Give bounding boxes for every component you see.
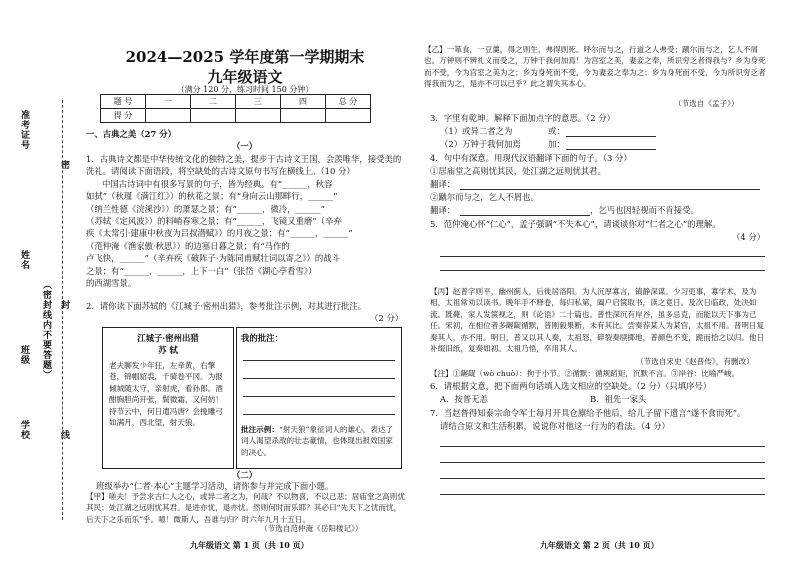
q1-line: （纳兰性德《浣溪沙》）的萧瑟之景；有“______，微冷，______” [86,203,325,214]
annotation-note: 【注】①龌龊（wò chuò）：拘于小节。②循默：循规蹈矩，沉默不言。③岸谷：比喻严峻。 [430,369,740,378]
answer-line[interactable] [243,396,395,397]
q1-line: 的西湖雪景。 [86,278,137,289]
poem-title: 江城子·密州出猎 [137,333,199,343]
q3-item-2-key: 加： [548,139,565,149]
answer-line[interactable] [566,149,656,150]
answer-line[interactable] [440,270,765,271]
activity-intro: 班级举办“仁者·本心”主题学习活动，请你参与并完成下面小题。 [96,481,334,491]
q1-stem [86,153,408,289]
q2-stem: 2．请你读下面苏轼的《江城子·密州出猎》，参考批注示例，对其进行批注。 [86,301,367,311]
exam-info: （满分 120 分，练习时间 150 分钟） [176,85,314,94]
name-label: 姓名 [19,250,29,270]
answer-line[interactable] [440,478,765,479]
exam-subject: 九年级语文 [207,68,283,86]
q1-line: 如拭”（秋瑾《满江红》）的秋花之景；有“身向云山那畔行，______” [86,191,338,202]
passage-bing: 【丙】赵普字则平，幽州蓟人，后徙居洛阳。为人沉厚寡言，镇静深谋。少习吏事，寡学术，及为相，太祖常劝以读书。晚年手不释卷，每归私第，阖户启箧取书，读之竟日。及次日临政，处决如流。既薨，家人发箧视之，则《论语》二十篇也。普性深沉有岸谷，虽多忌克，而能以天下事为己任。宋初，在相位者多龌龊循默，普刚毅果断，未有其比。尝奏荐某人为某官，太祖不用。普明日复奏其人，亦不用。明日，普又以其人奏，太祖怒，碎裂奏牍掷地，普颜色不变，跪而拾之以归。他日补缀旧纸，复奏如初。太祖乃悟，卒用其人。 [430,287,765,354]
section-1-title: 一、古典之美（27 分） [86,129,176,139]
q7-stem-2: 请结合原文和生活积累，说说你对他这一行为的看法。（4 分） [440,421,670,431]
seal-mark-2: 封 [59,300,69,310]
q1-line: 卢飞快，______”（辛弃疾《破阵子·为陈同甫赋壮词以寄之》）的战斗 [86,253,340,264]
passage-yi: 【乙】一箪食，一豆羹，得之则生，弗得则死。呼尔而与之，行道之人弗受；蹴尔而与之，乞人不屑也。万钟则不辨礼义而受之，万钟于我何加焉！为宫室之美，妻妾之奉，所识穷乏者得我与？乡为身死而不受，今为宫室之美为之；乡为身死而不受，今为妻妾之奉为之；乡为身死而不受，今为所识穷乏者得我而为之，是亦不可以已乎？此之谓失其本心。 [424,45,766,89]
q4-item-2-label: 翻译： [430,205,456,215]
seal-line [62,100,64,520]
page-2-footer: 九年级语文 第 2 页（共 10 页） [540,540,659,550]
score-table-header-row [101,95,371,109]
part-1-label: （一） [232,141,258,151]
q3-item-2: （2）万钟于我何加焉 [440,139,521,149]
q7-stem: 7．当赵普得知泰宗命令军士每月开具仓廪给予他后，给儿子留下遗言“遂不食而死”。 [430,408,746,418]
score-cell: 总 分 [326,95,371,109]
q4-stem: 4．句中有深意。用现代汉语翻译下面的句子。（3 分） [430,153,632,163]
part-2-label: （二） [232,470,258,480]
q6-stem: 6．请根据文意，把下面两句话填入选文相应的空缺处。（2 分）（只填序号） [430,381,712,391]
my-note-label: 我的批注： [241,333,283,343]
note-example [241,424,395,458]
q1-line: （苏轼《定风波》）的料峭春寒之景；有“______，飞镜又重磨”（辛弃 [86,216,342,227]
answer-line[interactable] [440,256,765,257]
passage-jia: 【甲】嗟夫！予尝求古仁人之心，或异二者之为，何哉？不以物喜，不以己悲；居庙堂之高则忧其民；处江湖之远则忧其君。是进亦忧，退亦忧。然则何时而乐耶？其必曰“先天下之忧而忧，后天下之乐而乐”乎。噫！微斯人，吾谁与归？时六年九月十五日。 [86,492,405,524]
score-cell: 二 [191,95,236,109]
q3-stem: 3．字里有乾坤。解释下面加点字的意思。（2 分） [430,113,615,123]
answer-line[interactable] [243,414,395,415]
passage-bing-source: （节选自宋史《赵普传》，有删改） [636,357,754,366]
q3-item-1: （1）或异二者之为 [440,126,513,136]
score-cell: 一 [146,95,191,109]
id-label: 准考证号 [19,110,29,150]
exam-title: 2024—2025 学年度第一学期期末 [125,48,365,66]
answer-line[interactable] [243,360,395,361]
q1-line: 1．古典诗文都是中华传统文化的独特之美，提步于古诗文王国，会羡唯华，接受美的 [86,154,402,164]
school-label: 学校 [19,420,29,440]
score-input[interactable] [281,109,326,123]
score-table-score-row [101,109,371,123]
q5-stem: 5．范仲淹心怀“仁心”，孟子强调“不失本心”，请谈谈你对“仁者之心”的理解。 [430,219,721,229]
answer-line[interactable] [566,136,656,137]
q4-item-2-hint: ，乞丐也因轻视而不肯接受。 [590,205,699,215]
seal-mark-3: 线 [59,430,69,440]
class-label: 班级 [19,345,29,365]
q6-option-a: A．按普无恙 [440,394,488,404]
passage-jia-source: （节选自范仲淹《岳阳楼记》） [260,524,363,533]
seal-mark-1: 密 [59,160,69,170]
note-example-label: 批注示例： [241,425,279,434]
note-example-text: “射天狼”象征词人的雄心，表达了词人渴望杀敌的壮志豪情，也体现出报效国家的决心。 [241,425,394,457]
q2-points: （2 分） [370,313,404,323]
q1-line: 洗礼。请阅读下面语段，将空缺处的古诗文原句书写在横线上。（10 分） [86,166,355,177]
q1-line: （范仲淹《渔家傲·秋思》）的边塞日暮之景；有“马作的 [86,240,290,251]
annotation-box [236,327,402,469]
poem-box [102,327,234,469]
page-1-footer: 九年级语文 第 1 页（共 10 页） [190,540,309,550]
q4-item-2: ②蹴尔而与之，乞人不屑也。 [430,192,539,202]
score-cell: 三 [236,95,281,109]
answer-line[interactable] [440,494,765,495]
q3-item-1-key: 或： [548,126,565,136]
score-input[interactable] [191,109,236,123]
sealing-warning: （密封线内不要答题） [41,280,51,380]
score-input[interactable] [146,109,191,123]
q5-points: （4 分） [732,232,766,242]
answer-line[interactable] [460,189,760,190]
q1-line: 中国古诗词中有很多写景的句子，皆为经典。有“______，秋容 [102,178,333,189]
q6-option-b: B．祖先一家头 [590,394,647,404]
score-input[interactable] [326,109,371,123]
score-table [100,94,371,123]
score-cell: 四 [281,95,326,109]
q4-item-1: ①居庙堂之高则忧其民，处江湖之远则忧其君。 [430,166,606,176]
q1-line: 疾《太常引·建康中秋夜为吕叔潜赋》）的月夜之景；有“______，______” [86,228,353,239]
poem-author: 苏 轼 [158,345,178,355]
score-cell: 题 号 [101,95,146,109]
answer-line[interactable] [460,215,590,216]
answer-line[interactable] [243,378,395,379]
score-cell: 得 分 [101,109,146,123]
passage-yi-source: （节选自《孟子》） [674,99,739,108]
poem-text: 老夫聊发少年狂，左牵黄，右擎苍，锦帽貂裘，千骑卷平冈。为报倾城随太守，亲射虎，看孙郎。酒酣胸胆尚开张，鬓微霜，又何妨！持节云中，何日遣冯唐？会挽雕弓如满月，西北望，射天狼。 [109,361,223,428]
answer-line[interactable] [440,446,765,447]
q1-line: 之景；有“______，______，上下一白”（张岱《湖心亭看雪》） [86,265,317,276]
score-input[interactable] [236,109,281,123]
q4-item-1-label: 翻译： [430,179,456,189]
answer-line[interactable] [440,462,765,463]
binding-strip [18,100,78,520]
